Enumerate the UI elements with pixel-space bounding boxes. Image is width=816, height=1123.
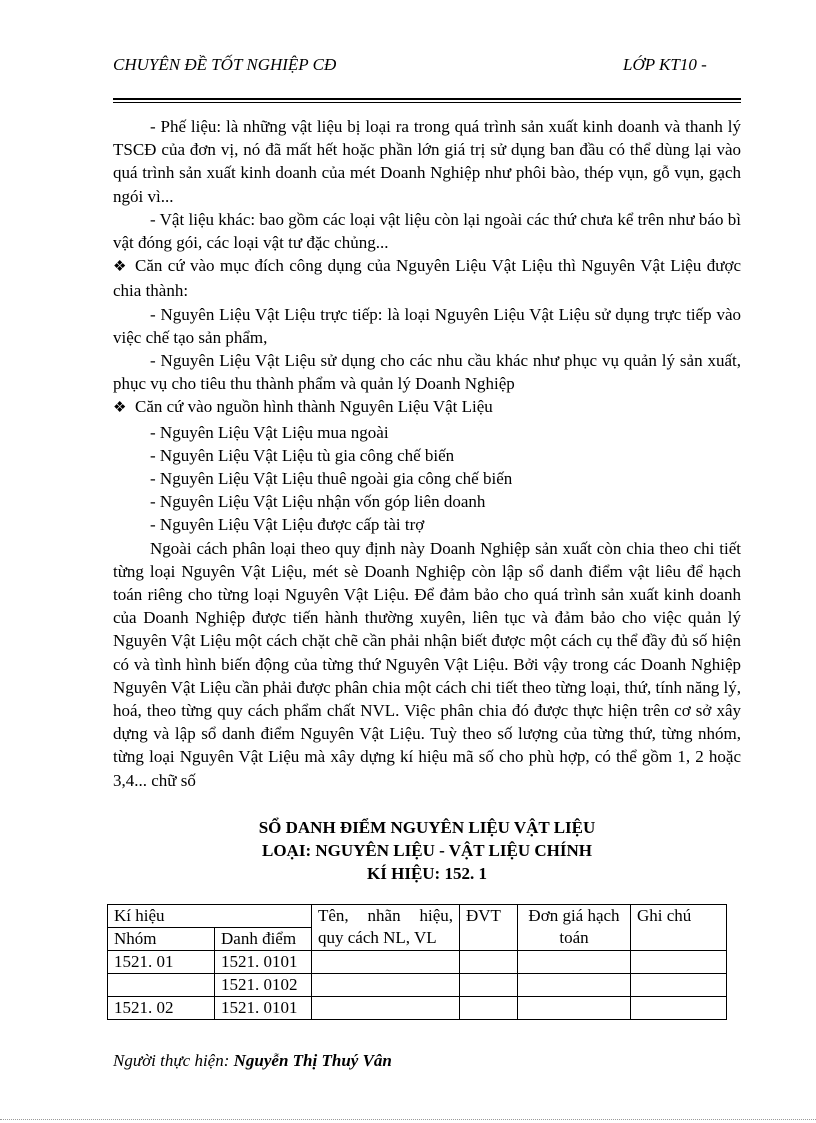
- paragraph-truc-tiep: - Nguyên Liệu Vật Liệu trực tiếp: là loại Nguyên Liệu Vật Liệu sử dụng trực tiếp vào việc chế tạo sản phẩm,: [113, 304, 741, 347]
- cell-danh-diem: 1521. 0102: [215, 974, 312, 997]
- title-line-3: KÍ HIỆU: 152. 1: [367, 864, 487, 883]
- cell-empty: [460, 997, 518, 1020]
- cell-nhom: 1521. 02: [108, 997, 215, 1020]
- cell-nhom: [108, 974, 215, 997]
- cell-danh-diem: 1521. 0101: [215, 997, 312, 1020]
- bullet-text-1: Căn cứ vào mục đích công dụng của Nguyên Liệu Vật Liệu thì Nguyên Vật Liệu được chia thành:: [113, 256, 741, 301]
- cell-nhom: 1521. 01: [108, 951, 215, 974]
- paragraph-phe-lieu: - Phế liệu: là những vật liệu bị loại ra trong quá trình sản xuất kinh doanh và thanh lý TSCĐ của đơn vị, nó đã mất hết hoặc phần lớn giá trị sử dụng ban đầu có thể dùng lại vào quá trình sản xuất kinh doanh của mét Doanh Nghiệp như phôi bào, thép vụn, gỗ vụn, gạch ngói vì...: [113, 117, 741, 206]
- cell-empty: [631, 997, 727, 1020]
- paragraph-ngoai-cach: Ngoài cách phân loại theo quy định này Doanh Nghiệp sản xuất còn chia theo chi tiết từng loại Nguyên Vật Liệu, mét sè Doanh Nghiệp còn lập sổ danh điểm vật liêu để hạch toán riêng cho từng loại Nguyên Vật Liệu. Để đảm bảo cho quá trình sản xuất kinh doanh của Doanh Nghiệp được tiến hành thường xuyên, liên tục và đảm bảo cho việc quản lý Nguyên Vật Liệu một cách chặt chẽ cần phải nhận biết được một cách cụ thể đầy đủ số hiện có và tình hình biến động của từng thứ Nguyên Vật Liệu. Bởi vậy trong các Doanh Nghiệp Nguyên Vật Liệu cần phải được phân chia một cách chi tiết theo từng loại, thứ, tính năng lý, hoá, theo từng quy cách phẩm chất NVL. Việc phân chia đó được thực hiện trên cơ sở xây dựng và lập sổ danh điểm Nguyên Vật Liệu. Tuỳ theo số lượng của từng thứ, từng nhóm, từng loại Nguyên Vật Liệu mà xây dựng kí hiệu mã số cho phù hợp, có thể gồm 1, 2 hoặc 3,4... chữ số: [113, 538, 741, 790]
- table-row: [108, 974, 727, 997]
- footer-label: Người thực hiện:: [113, 1051, 234, 1070]
- header-rule: [113, 98, 741, 100]
- header-don-gia: Đơn giá hạch toán: [518, 905, 631, 951]
- header-rule-thin: [113, 102, 741, 103]
- header-left: CHUYÊN ĐỀ TỐT NGHIỆP CĐ: [113, 55, 337, 74]
- cell-empty: [312, 997, 460, 1020]
- header-nhom: Nhóm: [108, 928, 215, 951]
- document-body: [113, 115, 741, 792]
- header-ten: Tên, nhãn hiệu, quy cách NL, VL: [312, 905, 460, 951]
- table-row: [108, 951, 727, 974]
- cell-empty: [631, 951, 727, 974]
- cell-empty: [631, 974, 727, 997]
- header-ki-hieu: Kí hiệu: [108, 905, 312, 928]
- danh-diem-table: [107, 904, 727, 1020]
- footer-divider: [0, 1119, 816, 1120]
- list-item: - Nguyên Liệu Vật Liệu mua ngoài: [150, 422, 389, 442]
- list-item: - Nguyên Liệu Vật Liệu nhận vốn góp liên doanh: [150, 492, 486, 512]
- list-item: - Nguyên Liệu Vật Liệu tù gia công chế biến: [150, 445, 455, 465]
- bullet-text-2: Căn cứ vào nguồn hình thành Nguyên Liệu Vật Liệu: [135, 397, 493, 417]
- cell-empty: [518, 974, 631, 997]
- list-item: - Nguyên Liệu Vật Liệu được cấp tài trợ: [150, 515, 425, 535]
- paragraph-nhu-cau-khac: - Nguyên Liệu Vật Liệu sử dụng cho các nhu cầu khác như phục vụ quản lý sản xuất, phục vụ cho tiêu thu thành phẩm và quản lý Doanh Nghiệp: [113, 351, 741, 394]
- paragraph-vat-lieu-khac: - Vật liệu khác: bao gồm các loại vật liệu còn lại ngoài các thứ chưa kể trên như báo bì vật đóng gói, các loại vật tư đặc chủng...: [113, 209, 741, 253]
- table-title: [113, 816, 741, 885]
- cell-empty: [312, 951, 460, 974]
- cell-empty: [312, 974, 460, 997]
- header-right: LỚP KT10 -: [623, 55, 707, 74]
- page-footer: [113, 1051, 392, 1071]
- header-dvt: ĐVT: [460, 905, 518, 951]
- bullet-paragraph-2: [113, 395, 741, 420]
- cell-danh-diem: 1521. 0101: [215, 951, 312, 974]
- cell-empty: [460, 951, 518, 974]
- list-item: - Nguyên Liệu Vật Liệu thuê ngoài gia công chế biến: [150, 469, 513, 489]
- header-danh-diem: Danh điểm: [215, 928, 312, 951]
- title-line-2: LOẠI: NGUYÊN LIỆU - VẬT LIỆU CHÍNH: [262, 841, 592, 860]
- cell-empty: [460, 974, 518, 997]
- footer-author: Nguyễn Thị Thuý Vân: [233, 1051, 392, 1070]
- title-line-1: SỔ DANH ĐIỂM NGUYÊN LIỆU VẬT LIỆU: [258, 818, 596, 837]
- diamond-bullet-icon: ❖: [113, 259, 127, 276]
- cell-empty: [518, 997, 631, 1020]
- table-row: [108, 997, 727, 1020]
- cell-empty: [518, 951, 631, 974]
- diamond-bullet-icon: ❖: [113, 400, 127, 417]
- header-ghi-chu: Ghi chú: [631, 905, 727, 951]
- bullet-paragraph-1: [113, 254, 741, 302]
